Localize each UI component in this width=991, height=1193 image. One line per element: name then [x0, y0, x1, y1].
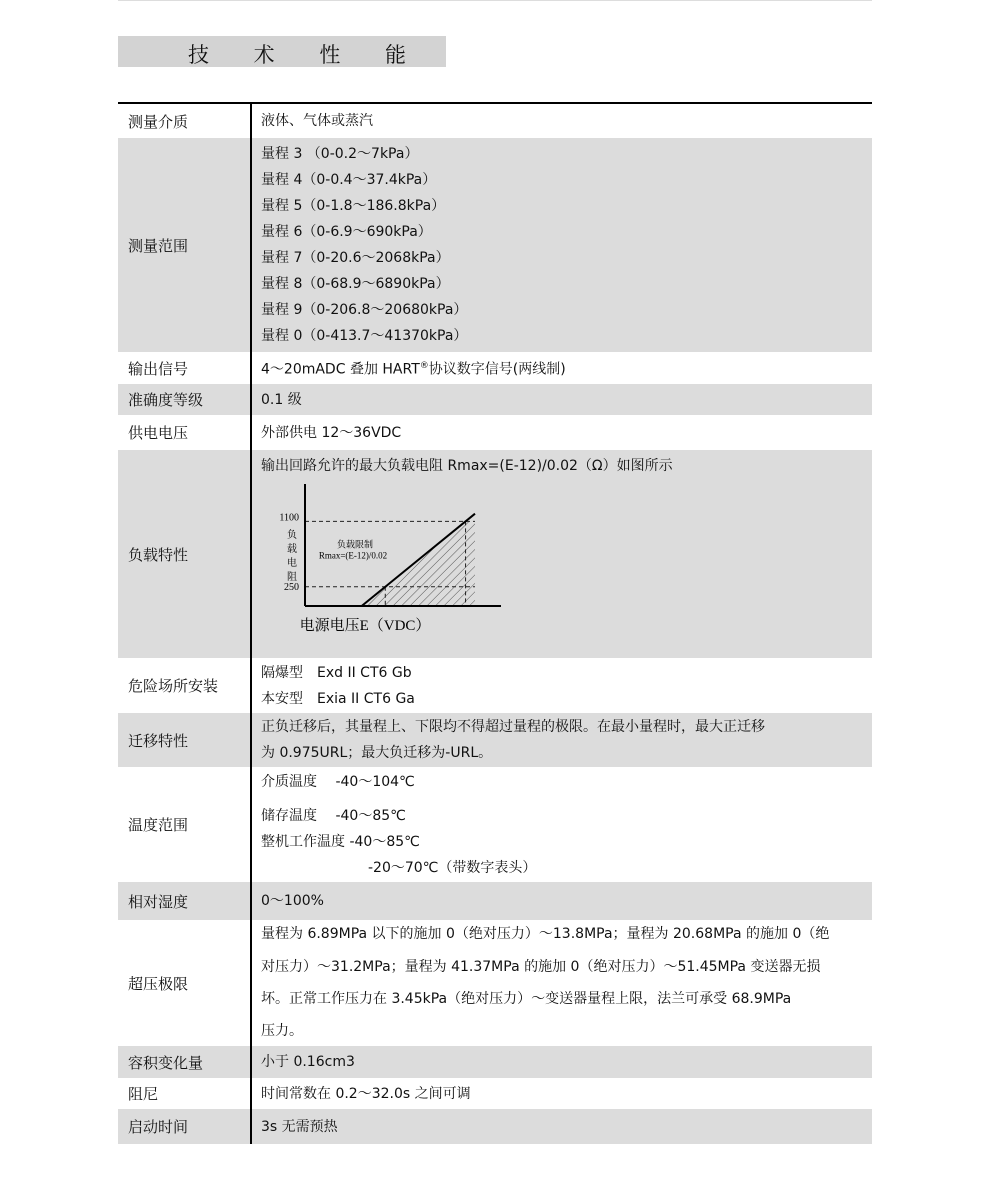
section-title-bar: [118, 36, 446, 67]
range-line: 量程 6（0-6.9～690kPa）: [261, 224, 432, 240]
load-chart: [261, 483, 501, 648]
value-line: 输出回路允许的最大负载电阻 Rmax=(E-12)/0.02（Ω）如图所示: [261, 458, 673, 474]
row-label: 测量介质: [118, 104, 252, 138]
value-line: 隔爆型 Exd II CT6 Gb: [261, 664, 412, 681]
row-value: [252, 352, 872, 384]
value-line: 整机工作温度 -40～85℃: [261, 833, 420, 850]
row-volume: [118, 1046, 872, 1078]
value-line: 本安型 Exia II CT6 Ga: [261, 690, 415, 707]
value-line: 量程为 6.89MPa 以下的施加 0（绝对压力）～13.8MPa；量程为 20.68MPa 的施加 0（绝: [261, 926, 830, 943]
row-power: [118, 415, 872, 450]
row-label: 迁移特性: [118, 713, 252, 767]
value-line: 正负迁移后，其量程上、下限均不得超过量程的极限。在最小量程时，最大正迁移: [261, 719, 765, 735]
row-label: 相对湿度: [118, 882, 252, 920]
x-axis-label: 电源电压E（VDC）: [299, 618, 431, 634]
load-chart-svg: [261, 483, 501, 648]
range-line: 量程 5（0-1.8～186.8kPa）: [261, 198, 446, 214]
row-hazard: [118, 658, 872, 713]
value-line: 0～100%: [261, 893, 324, 909]
value-line: -20～70℃（带数字表头）: [368, 859, 537, 876]
range-line: 量程 7（0-20.6～2068kPa）: [261, 250, 450, 266]
row-value: [252, 450, 872, 658]
chart-annotation: Rmax=(E-12)/0.02: [318, 550, 388, 561]
value-line: 介质温度 -40～104℃: [261, 773, 415, 790]
value-line: 小于 0.16cm3: [261, 1054, 355, 1070]
row-value: [252, 384, 872, 415]
value-line: 液体、气体或蒸汽: [261, 113, 373, 129]
value-line: 外部供电 12～36VDC: [261, 424, 402, 441]
row-label: 负载特性: [118, 450, 252, 658]
registered-mark: ®: [419, 361, 429, 372]
row-label: 准确度等级: [118, 384, 252, 415]
row-label: 阻尼: [118, 1078, 252, 1109]
row-label: 超压极限: [118, 920, 252, 1046]
range-line: 量程 4（0-0.4～37.4kPa）: [261, 172, 437, 188]
row-startup: [118, 1109, 872, 1144]
value-line: 对压力）～31.2MPa；量程为 41.37MPa 的施加 0（绝对压力）～51.45MPa 变送器无损: [261, 958, 821, 975]
row-label: 危险场所安装: [118, 658, 252, 713]
row-damping: [118, 1078, 872, 1109]
y-tick-label: 1100: [279, 512, 299, 524]
section-title: 技 术 性 能: [188, 43, 426, 67]
row-output: [118, 352, 872, 384]
range-line: 量程 3 （0-0.2～7kPa）: [261, 146, 419, 162]
row-value: [252, 658, 872, 713]
row-medium: [118, 104, 872, 138]
row-value: [252, 1109, 872, 1144]
row-value: [252, 1046, 872, 1078]
row-temp: [118, 767, 872, 882]
row-label: 容积变化量: [118, 1046, 252, 1078]
row-overpressure: [118, 920, 872, 1046]
row-label: 温度范围: [118, 767, 252, 882]
range-line: 量程 8（0-68.9～6890kPa）: [261, 276, 450, 292]
row-value: [252, 415, 872, 450]
row-value: [252, 1078, 872, 1109]
row-humidity: [118, 882, 872, 920]
row-value: [252, 138, 872, 352]
row-value: [252, 713, 872, 767]
row-value: [252, 882, 872, 920]
value-line: [261, 353, 872, 383]
value-line: 0.1 级: [261, 391, 302, 408]
row-value: [252, 104, 872, 138]
value-line: 3s 无需预热: [261, 1118, 338, 1135]
range-line: 量程 9（0-206.8～20680kPa）: [261, 302, 468, 318]
top-rule: [118, 0, 872, 1]
row-load: [118, 450, 872, 658]
value-line: 时间常数在 0.2～32.0s 之间可调: [261, 1085, 471, 1102]
row-accuracy: [118, 384, 872, 415]
row-label: 输出信号: [118, 352, 252, 384]
value-line: 储存温度 -40～85℃: [261, 807, 406, 824]
row-label: 供电电压: [118, 415, 252, 450]
value-line: 坏。正常工作压力在 3.45kPa（绝对压力）～变送器量程上限，法兰可承受 68.9MPa: [261, 991, 792, 1007]
range-line: 量程 0（0-413.7～41370kPa）: [261, 328, 468, 344]
spec-table: [118, 102, 872, 1144]
output-text: 4～20mADC 叠加 HART: [261, 361, 420, 378]
chart-title: 负载限制: [336, 540, 374, 551]
value-line: 压力。: [261, 1023, 303, 1040]
row-label: 启动时间: [118, 1109, 252, 1144]
row-value: [252, 920, 872, 1046]
y-tick-label: 250: [284, 581, 299, 593]
y-axis-label: 负载电阻: [284, 529, 296, 586]
output-text-rest: 协议数字信号(两线制): [428, 361, 566, 378]
row-shift: [118, 713, 872, 767]
value-line: 为 0.975URL；最大负迁移为-URL。: [261, 745, 493, 761]
row-range: [118, 138, 872, 352]
row-value: [252, 767, 872, 882]
row-label: 测量范围: [118, 138, 252, 352]
